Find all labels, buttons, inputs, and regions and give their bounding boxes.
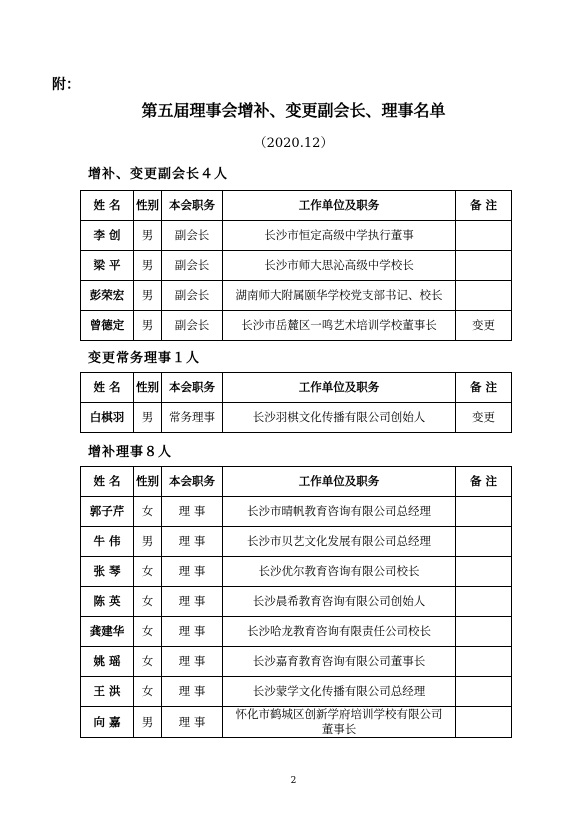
cell-name: 陈 英 (81, 587, 134, 617)
cell-position: 理 事 (162, 617, 223, 647)
cell-work: 长沙哈龙教育咨询有限责任公司校长 (223, 617, 456, 647)
header-remark: 备 注 (456, 191, 512, 221)
cell-remark (456, 677, 512, 707)
cell-work: 长沙市恒定高级中学执行董事 (223, 221, 456, 251)
cell-work: 怀化市鹤城区创新学府培训学校有限公司董事长 (223, 707, 456, 738)
header-gender: 性别 (134, 467, 162, 497)
cell-work: 长沙蒙学文化传播有限公司总经理 (223, 677, 456, 707)
cell-name: 李 创 (81, 221, 134, 251)
cell-gender: 男 (134, 527, 162, 557)
header-name: 姓 名 (81, 467, 134, 497)
cell-work: 长沙市岳麓区一鸣艺术培训学校董事长 (223, 311, 456, 341)
page-number: 2 (290, 776, 297, 786)
cell-remark (456, 707, 512, 738)
header-position: 本会职务 (162, 191, 223, 221)
cell-name: 向 嘉 (81, 707, 134, 738)
table-row (81, 497, 512, 527)
table-row (81, 557, 512, 587)
table-row (81, 527, 512, 557)
cell-name: 郭子芹 (81, 497, 134, 527)
cell-gender: 男 (134, 311, 162, 341)
table-row (81, 677, 512, 707)
cell-work: 湖南师大附属颐华学校党支部书记、校长 (223, 281, 456, 311)
vice-president-table (80, 190, 512, 341)
cell-name: 姚 瑶 (81, 647, 134, 677)
cell-work: 长沙晨希教育咨询有限公司创始人 (223, 587, 456, 617)
table-header-row (81, 467, 512, 497)
cell-remark (456, 527, 512, 557)
cell-work: 长沙市师大思沁高级中学校长 (223, 251, 456, 281)
cell-gender: 女 (134, 677, 162, 707)
cell-work: 长沙羽棋文化传播有限公司创始人 (223, 403, 456, 433)
cell-gender: 男 (134, 251, 162, 281)
cell-position: 常务理事 (162, 403, 223, 433)
table-row (81, 647, 512, 677)
table-header-row (81, 191, 512, 221)
cell-position: 副会长 (162, 251, 223, 281)
director-table (80, 466, 512, 738)
cell-position: 理 事 (162, 647, 223, 677)
cell-position: 理 事 (162, 587, 223, 617)
table-header-row (81, 373, 512, 403)
cell-gender: 女 (134, 557, 162, 587)
header-work: 工作单位及职务 (223, 467, 456, 497)
cell-gender: 女 (134, 587, 162, 617)
table-row (81, 281, 512, 311)
cell-position: 副会长 (162, 281, 223, 311)
document-title: 第五届理事会增补、变更副会长、理事名单 (141, 101, 446, 120)
header-remark: 备 注 (456, 467, 512, 497)
cell-gender: 男 (134, 403, 162, 433)
cell-remark: 变更 (456, 403, 512, 433)
cell-remark: 变更 (456, 311, 512, 341)
cell-position: 副会长 (162, 311, 223, 341)
table-body (81, 221, 512, 341)
table-row (81, 403, 512, 433)
cell-position: 理 事 (162, 677, 223, 707)
table-row (81, 221, 512, 251)
cell-name: 梁 平 (81, 251, 134, 281)
cell-name: 龚建华 (81, 617, 134, 647)
table-body (81, 497, 512, 738)
header-remark: 备 注 (456, 373, 512, 403)
cell-position: 理 事 (162, 707, 223, 738)
table-row (81, 587, 512, 617)
cell-position: 理 事 (162, 497, 223, 527)
cell-name: 王 洪 (81, 677, 134, 707)
header-work: 工作单位及职务 (223, 191, 456, 221)
section-heading-directors: 增补理事８人 (88, 445, 173, 460)
cell-gender: 女 (134, 497, 162, 527)
cell-position: 理 事 (162, 557, 223, 587)
table-row (81, 251, 512, 281)
cell-gender: 男 (134, 221, 162, 251)
cell-position: 副会长 (162, 221, 223, 251)
header-name: 姓 名 (81, 373, 134, 403)
header-work: 工作单位及职务 (223, 373, 456, 403)
cell-position: 理 事 (162, 527, 223, 557)
cell-work: 长沙市贝艺文化发展有限公司总经理 (223, 527, 456, 557)
cell-remark (456, 587, 512, 617)
header-name: 姓 名 (81, 191, 134, 221)
cell-remark (456, 251, 512, 281)
cell-remark (456, 221, 512, 251)
header-position: 本会职务 (162, 467, 223, 497)
cell-remark (456, 647, 512, 677)
cell-gender: 女 (134, 647, 162, 677)
header-position: 本会职务 (162, 373, 223, 403)
cell-name: 白棋羽 (81, 403, 134, 433)
cell-gender: 男 (134, 707, 162, 738)
cell-remark (456, 557, 512, 587)
cell-remark (456, 281, 512, 311)
cell-work: 长沙优尔教育咨询有限公司校长 (223, 557, 456, 587)
attachment-label: 附： (52, 77, 80, 93)
cell-name: 张 琴 (81, 557, 134, 587)
table-body (81, 403, 512, 433)
cell-name: 牛 伟 (81, 527, 134, 557)
table-row (81, 707, 512, 738)
cell-remark (456, 497, 512, 527)
standing-director-table (80, 372, 512, 433)
table-row (81, 311, 512, 341)
cell-gender: 男 (134, 281, 162, 311)
header-gender: 性别 (134, 191, 162, 221)
section-heading-standing-directors: 变更常务理事１人 (88, 351, 201, 366)
header-gender: 性别 (134, 373, 162, 403)
cell-name: 彭荣宏 (81, 281, 134, 311)
cell-work: 长沙嘉育教育咨询有限公司董事长 (223, 647, 456, 677)
cell-work: 长沙市晴帆教育咨询有限公司总经理 (223, 497, 456, 527)
cell-name: 曾德定 (81, 311, 134, 341)
table-row (81, 617, 512, 647)
cell-gender: 女 (134, 617, 162, 647)
cell-remark (456, 617, 512, 647)
document-date: （2020.12） (253, 136, 334, 151)
section-heading-vice-presidents: 增补、变更副会长４人 (88, 167, 229, 182)
